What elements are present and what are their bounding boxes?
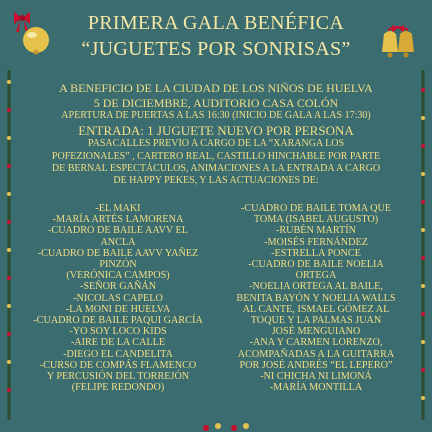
performer-line: -CUADRO DE BAILE NOELIA — [248, 259, 384, 271]
performer-line: -ESTRELLA PONCE — [271, 247, 361, 259]
garland-lights-icon — [418, 70, 428, 420]
performers-list-right — [218, 203, 414, 393]
description-line: DE HAPPY PEKES, Y LAS ACTUACIONES DE: — [113, 175, 319, 186]
performer-line: BENITA BAYÓN Y NOELIA WALLS — [236, 292, 396, 304]
performer-line: -DIEGO EL CANDELITA — [63, 348, 173, 360]
performer-line: -CUADRO DE BAILE AAVV YAÑEZ — [37, 247, 199, 259]
performer-line: -YO SOY LOCO KIDS — [69, 326, 167, 338]
ornament-icon — [196, 420, 256, 432]
performer-line: (VERÓNICA CAMPOS) — [66, 270, 170, 282]
description-line: DE BERNAL ESPECTÁCULOS, ANIMACIONES A LA ENTRADA A CARGO — [51, 163, 381, 174]
performer-line: -AIRE DE LA CALLE — [70, 337, 166, 349]
performer-line: ACOMPAÑADAS A LA GUITARRA — [237, 348, 395, 360]
performer-line: -NI CHICHA NI LIMONÁ — [260, 371, 372, 383]
performer-line: -LA MONI DE HUELVA — [65, 303, 171, 315]
performer-line: AL CANTE, ISMAEL GÓMEZ AL — [242, 303, 390, 315]
performer-line: PINZÓN — [99, 259, 137, 271]
garland-lights-icon — [4, 70, 14, 420]
performer-line: ORTEGA — [295, 270, 337, 282]
performer-line: -EL MAKI — [95, 203, 141, 214]
event-subtitle: “JUGUETES POR SONRISAS” — [81, 38, 351, 60]
performer-line: -SEÑOR GAÑÁN — [79, 281, 157, 293]
performer-line: -RUBÉN MARTÍN — [275, 225, 357, 237]
performer-line: -MOISÉS FERNÁNDEZ — [264, 236, 368, 248]
entry-requirement-text: ENTRADA: 1 JUGUETE NUEVO POR PERSONA — [78, 123, 354, 138]
performer-line: Y PERCUSIÓN DEL TORREJÓN — [46, 371, 190, 383]
date-venue-text: 5 DE DICIEMBRE, AUDITORIO CASA COLÓN — [93, 96, 339, 110]
doors-time-text: APERTURA DE PUERTAS A LAS 16:30 (INICIO DE GALA A LAS 17:30) — [61, 110, 371, 121]
description-line: PASACALLES PREVIO A CARGO DE LA “XARANGA LOS — [87, 138, 345, 149]
beneficiary-text: A BENEFICIO DE LA CIUDAD DE LOS NIÑOS DE HUELVA — [59, 81, 373, 95]
performer-line: ANCLA — [100, 236, 136, 248]
performer-line: POR JOSÉ ANDRÉS “EL LEPERO” — [239, 359, 393, 371]
performer-line: TOMA (ISABEL AUGUSTO) — [253, 214, 379, 226]
performers-list-left — [20, 203, 216, 393]
performer-line: -MARÍA ARTÉS LAMORENA — [52, 214, 184, 226]
performer-line: -NICOLAS CAPELO — [73, 292, 163, 304]
event-title: PRIMERA GALA BENÉFICA — [87, 12, 345, 34]
performer-line: -ANA Y CARMEN LORENZO, — [249, 337, 383, 349]
performer-line: -CURSO DE COMPÁS FLAMENCO — [39, 359, 197, 371]
performer-line: JOSÉ MENGUIANO — [271, 326, 361, 338]
performer-line: -MARÍA MONTILLA — [269, 382, 363, 394]
performer-line: (FELIPE REDONDO) — [71, 382, 165, 394]
performer-line: -NOELIA ORTEGA AL BAILE, — [249, 281, 383, 293]
performer-line: -CUADRO DE BAILE PAQUI GARCÍA — [33, 315, 203, 327]
performer-line: -CUADRO DE BAILE TOMA QUE — [240, 203, 392, 214]
performer-line: TOQUE Y LA PALMAS JUAN — [250, 315, 382, 327]
description-line: POFEZIONALES” , CARTERO REAL, CASTILLO HINCHABLE POR PARTE — [51, 151, 381, 162]
performer-line: -CUADRO DE BAILE AAVV EL — [48, 225, 188, 237]
